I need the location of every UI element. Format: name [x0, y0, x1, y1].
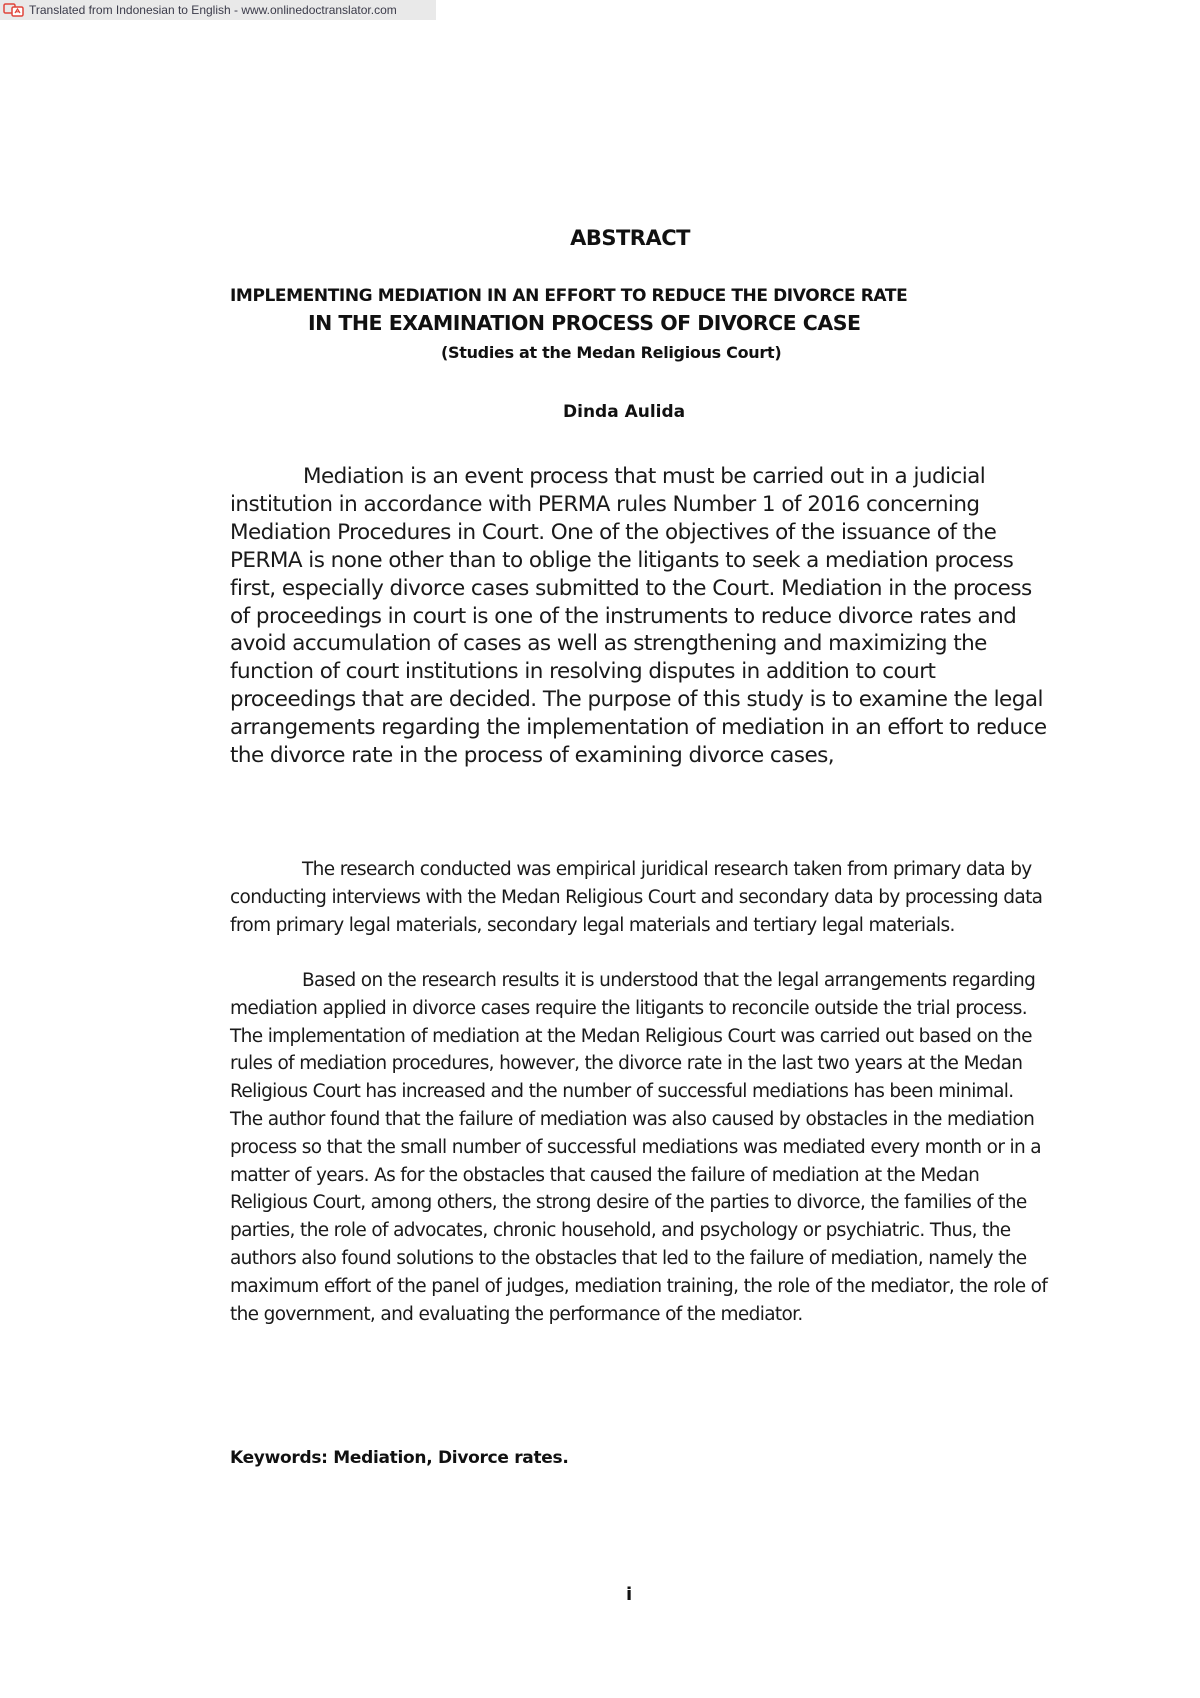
abstract-paragraph-3: Based on the research results it is understood that the legal arrangements regarding mediation applied in divorce cases require the litigants to reconcile outside the trial process. The implementation of mediation at the Medan Religious Court was carried out based on the rules of mediation procedures, however, the divorce rate in the last two years at the Medan Religious Court has increased and the number of successful mediations has been minimal. The author found that the failure of mediation was also caused by obstacles in the mediation process so that the small number of successful mediations was mediated every month or in a matter of years. As for the obstacles that caused the failure of mediation at the Medan Religious Court, among others, the strong desire of the parties to divorce, the families of the parties, the role of advocates, chronic household, and psychology or psychiatric. Thus, the authors also found solutions to the obstacles that led to the failure of mediation, namely the maximum effort of the panel of judges, mediation training, the role of the mediator, the role of the government, and evaluating the performance of the mediator.	[230, 970, 1048, 1325]
thesis-title-line2: IN THE EXAMINATION PROCESS OF DIVORCE CASE	[308, 311, 861, 335]
abstract-heading: ABSTRACT	[570, 226, 690, 250]
banner-text[interactable]: Translated from Indonesian to English - www.onlinedoctranslator.com	[29, 3, 397, 17]
translation-banner[interactable]	[0, 0, 436, 20]
author-name: Dinda Aulida	[563, 402, 686, 422]
keywords: Keywords: Mediation, Divorce rates.	[230, 1448, 569, 1468]
thesis-title-line1: IMPLEMENTING MEDIATION IN AN EFFORT TO REDUCE THE DIVORCE RATE	[230, 286, 908, 306]
page-number: i	[626, 1584, 633, 1605]
abstract-paragraph-2: The research conducted was empirical juridical research taken from primary data by conducting interviews with the Medan Religious Court and secondary data by processing data from primary legal materials, secondary legal materials and tertiary legal materials.	[230, 859, 1043, 936]
abstract-paragraph-1: Mediation is an event process that must be carried out in a judicial institution in accordance with PERMA rules Number 1 of 2016 concerning Mediation Procedures in Court. One of the objectives of the issuance of the PERMA is none other than to oblige the litigants to seek a mediation process first, especially divorce cases submitted to the Court. Mediation in the process of proceedings in court is one of the instruments to reduce divorce rates and avoid accumulation of cases as well as strengthening and maximizing the function of court institutions in resolving disputes in addition to court proceedings that are decided. The purpose of this study is to examine the legal arrangements regarding the implementation of mediation in an effort to reduce the divorce rate in the process of examining divorce cases,	[230, 464, 1047, 769]
thesis-subtitle: (Studies at the Medan Religious Court)	[441, 343, 782, 362]
translate-logo-icon	[3, 3, 25, 17]
